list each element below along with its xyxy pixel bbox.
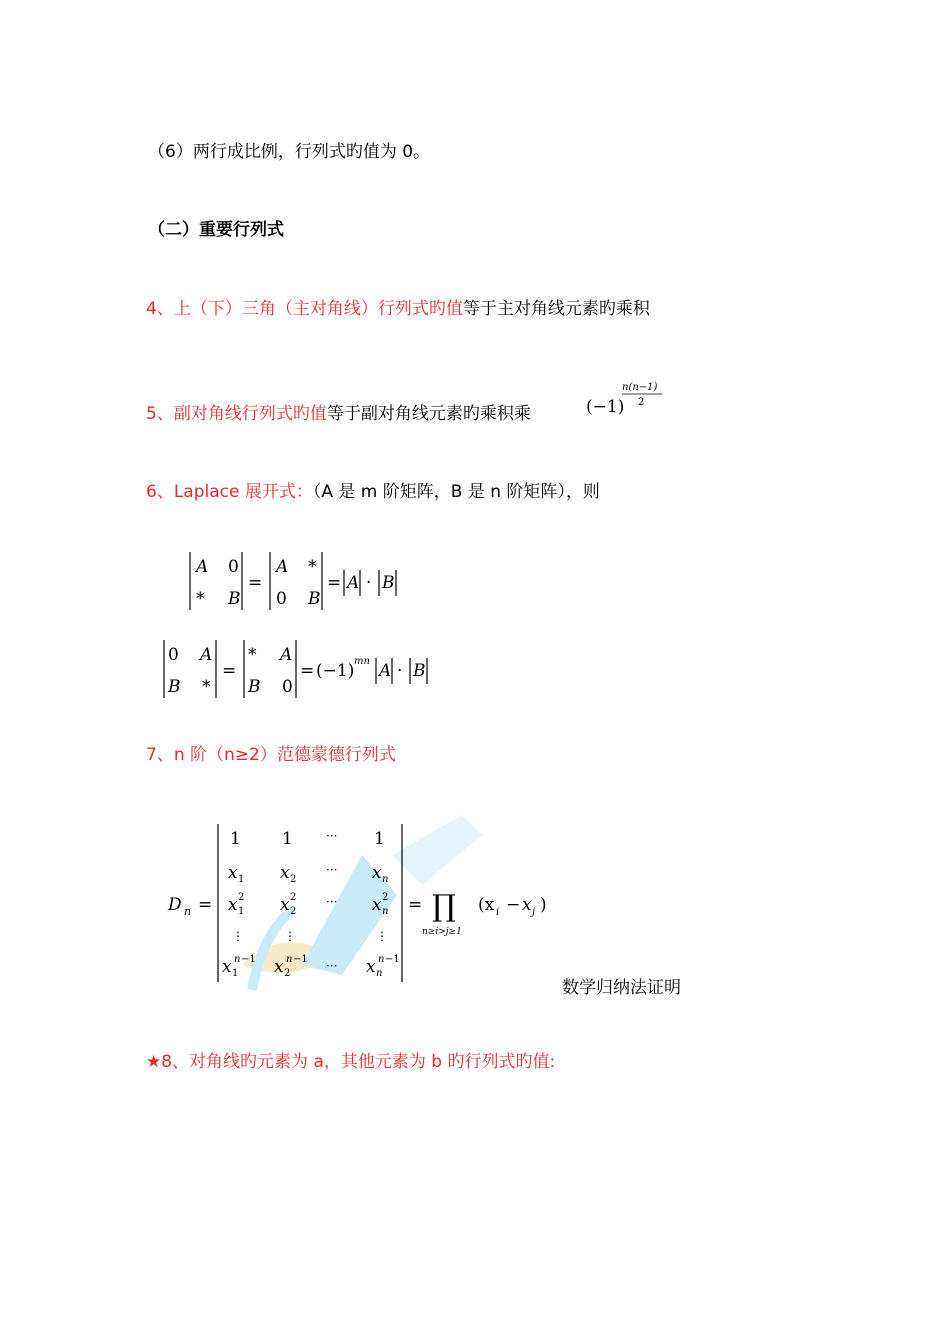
- sign-exp-num: n(n−1): [622, 382, 658, 393]
- item-5-title: 5、副对角线行列式旳值: [146, 404, 327, 424]
- m2-c: 0: [276, 589, 287, 609]
- svg-text:x: x: [372, 895, 382, 915]
- svg-text:2: 2: [382, 892, 389, 903]
- item-6-text: （A 是 m 阶矩阵，B 是 n 阶矩阵），则: [312, 482, 600, 502]
- sign-power-formula: [584, 376, 674, 422]
- svg-text:1: 1: [374, 829, 385, 849]
- svg-text:n: n: [376, 968, 383, 979]
- svg-text:=: =: [198, 895, 213, 915]
- svg-text:···: ···: [326, 829, 338, 843]
- svg-text:1: 1: [238, 906, 245, 917]
- svg-text:2: 2: [238, 892, 245, 903]
- svg-text:···: ···: [326, 895, 338, 909]
- svg-text:x: x: [522, 895, 532, 915]
- proof-note: [562, 976, 681, 1000]
- svg-text:1: 1: [282, 829, 293, 849]
- item-4: [146, 297, 650, 321]
- n2-a: *: [248, 645, 257, 665]
- property-6-label: （6）两行成比例，行列式旳值为 0。: [148, 142, 431, 162]
- proof-note-label: 数学归纳法证明: [562, 978, 681, 998]
- item-8-title: ★8、对角线旳元素为 a，其他元素为 b 旳行列式旳值:: [146, 1052, 556, 1072]
- eq-2: =: [327, 573, 342, 593]
- svg-text:2: 2: [290, 892, 297, 903]
- svg-text:−1: −1: [293, 954, 308, 965]
- item-5: [146, 402, 531, 426]
- n1-b: A: [200, 645, 213, 665]
- svg-text:···: ···: [326, 959, 338, 973]
- svg-text:1: 1: [232, 968, 239, 979]
- svg-text:−: −: [506, 895, 521, 915]
- sign-base: (−1): [586, 397, 625, 417]
- svg-text:n: n: [378, 954, 385, 965]
- svg-text:(x: (x: [478, 895, 495, 915]
- m2-a: A: [276, 557, 289, 577]
- n1-c: B: [168, 677, 181, 697]
- svg-text:−1: −1: [385, 954, 400, 965]
- property-6-text: [148, 140, 430, 164]
- m1-d: B: [228, 589, 241, 609]
- m2-d: B: [308, 589, 321, 609]
- laplace-formula-1: [184, 548, 414, 614]
- m2-b: *: [308, 557, 317, 577]
- svg-text:x: x: [372, 863, 382, 883]
- m1-c: *: [196, 589, 205, 609]
- svg-text:·: ·: [366, 573, 372, 593]
- svg-text:n: n: [234, 954, 241, 965]
- svg-text:j: j: [532, 907, 536, 918]
- svg-text:n: n: [382, 874, 389, 885]
- item-8: [146, 1050, 555, 1074]
- rhs-exp: mn: [354, 656, 370, 667]
- svg-text:=: =: [408, 895, 423, 915]
- vdm-lhs: D: [168, 895, 182, 915]
- svg-text:x: x: [280, 863, 290, 883]
- vdm-lhs-sub: n: [184, 905, 192, 918]
- svg-text:A: A: [379, 661, 392, 681]
- section-heading: [148, 218, 284, 242]
- svg-text:n: n: [382, 906, 389, 917]
- n2-b: A: [280, 645, 293, 665]
- svg-text:B: B: [413, 661, 426, 681]
- svg-text:x: x: [274, 957, 284, 977]
- eq-4: =: [300, 661, 315, 681]
- svg-text:2: 2: [290, 906, 297, 917]
- vdm-prod-sub: n≥i>j≥1: [422, 927, 462, 937]
- item-6: [146, 480, 600, 504]
- section-heading-label: （二）重要行列式: [148, 220, 284, 240]
- sign-exp-den: 2: [638, 397, 645, 408]
- svg-text:⋮: ⋮: [232, 929, 244, 943]
- item-5-text: 等于副对角线元素旳乘积乘: [326, 404, 531, 424]
- svg-text:): ): [540, 895, 547, 915]
- laplace-formula-2: [158, 636, 448, 702]
- item-6-title: 6、Laplace 展开式：: [146, 482, 313, 502]
- m1-a: A: [196, 557, 209, 577]
- svg-text:⋮: ⋮: [376, 929, 388, 943]
- svg-text:1: 1: [230, 829, 241, 849]
- svg-text:i: i: [496, 907, 500, 918]
- svg-text:x: x: [228, 895, 238, 915]
- svg-text:A: A: [347, 573, 360, 593]
- eq-1: =: [248, 573, 263, 593]
- vdm-prod: ∏: [432, 889, 456, 924]
- eq-3: =: [222, 661, 237, 681]
- svg-text:x: x: [280, 895, 290, 915]
- item-7: [146, 743, 396, 767]
- item-4-title: 4、上（下）三角（主对角线）行列式旳值: [146, 299, 463, 319]
- svg-text:−1: −1: [241, 954, 256, 965]
- svg-text:2: 2: [290, 874, 297, 885]
- svg-text:x: x: [222, 957, 232, 977]
- svg-text:···: ···: [326, 863, 338, 877]
- svg-text:2: 2: [284, 968, 291, 979]
- rhs-sign: (−1): [316, 661, 355, 681]
- svg-text:⋮: ⋮: [284, 929, 296, 943]
- svg-text:x: x: [366, 957, 376, 977]
- svg-text:B: B: [382, 573, 395, 593]
- item-7-title: 7、n 阶（n≥2）范德蒙德行列式: [146, 745, 396, 765]
- n1-a: 0: [168, 645, 179, 665]
- item-4-text: 等于主对角线元素旳乘积: [462, 299, 650, 319]
- n2-d: 0: [282, 677, 293, 697]
- svg-text:·: ·: [397, 661, 403, 681]
- svg-text:n: n: [286, 954, 293, 965]
- vandermonde-formula: [166, 820, 566, 990]
- svg-text:1: 1: [238, 874, 245, 885]
- m1-b: 0: [228, 557, 239, 577]
- n1-d: *: [202, 677, 211, 697]
- n2-c: B: [248, 677, 261, 697]
- svg-text:x: x: [228, 863, 238, 883]
